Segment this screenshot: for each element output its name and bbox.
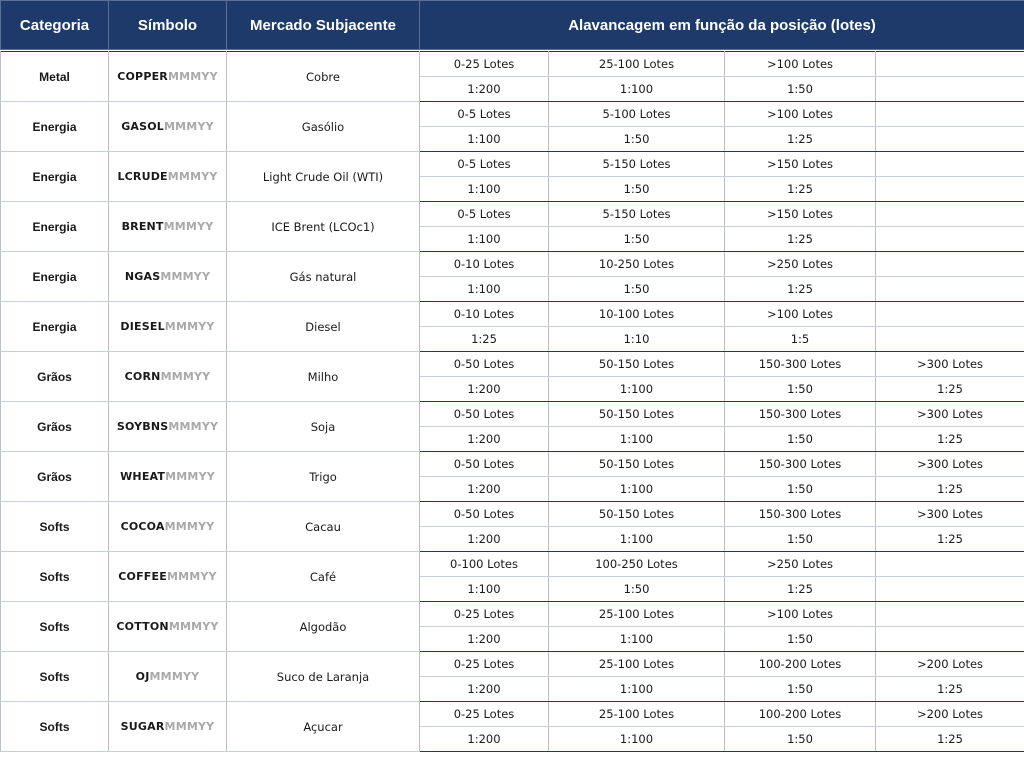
market-cell: Diesel — [227, 302, 420, 352]
symbol-suffix: MMMYY — [167, 70, 218, 83]
category-cell: Grãos — [1, 352, 109, 402]
symbol-cell — [109, 552, 227, 602]
symbol-suffix: MMMYY — [165, 470, 215, 483]
lot-range-cell — [876, 202, 1024, 227]
symbol-code: BRENT — [121, 220, 164, 233]
lot-range-cell: 0-50 Lotes — [420, 402, 549, 427]
header-row — [1, 1, 1024, 50]
leverage-cell: 1:25 — [725, 127, 876, 152]
symbol-suffix: MMMYY — [168, 420, 219, 433]
lot-range-cell: >300 Lotes — [876, 452, 1024, 477]
leverage-cell — [876, 227, 1024, 252]
table-row — [1, 152, 1024, 177]
leverage-cell — [876, 127, 1024, 152]
lot-range-cell — [876, 552, 1024, 577]
symbol-cell — [109, 252, 227, 302]
leverage-cell: 1:200 — [420, 477, 549, 502]
leverage-cell: 1:50 — [549, 227, 725, 252]
symbol-suffix: MMMYY — [149, 670, 200, 683]
lot-range-cell: >250 Lotes — [725, 252, 876, 277]
leverage-cell: 1:25 — [876, 527, 1024, 552]
market-cell: Cobre — [227, 52, 420, 102]
leverage-cell: 1:50 — [725, 427, 876, 452]
symbol-cell — [109, 302, 227, 352]
table-row — [1, 452, 1024, 477]
lot-range-cell: 0-25 Lotes — [420, 602, 549, 627]
lot-range-cell — [876, 302, 1024, 327]
leverage-cell: 1:200 — [420, 77, 549, 102]
leverage-cell: 1:100 — [420, 577, 549, 602]
category-cell: Softs — [1, 602, 109, 652]
leverage-cell: 1:100 — [549, 377, 725, 402]
category-cell: Metal — [1, 52, 109, 102]
leverage-cell: 1:25 — [876, 477, 1024, 502]
leverage-cell: 1:100 — [549, 477, 725, 502]
leverage-cell: 1:25 — [420, 327, 549, 352]
table-row — [1, 202, 1024, 227]
leverage-cell: 1:25 — [876, 377, 1024, 402]
leverage-cell: 1:100 — [420, 227, 549, 252]
symbol-code: COPPER — [117, 70, 168, 83]
lot-range-cell: 0-25 Lotes — [420, 52, 549, 77]
leverage-cell: 1:200 — [420, 677, 549, 702]
lot-range-cell: 10-250 Lotes — [549, 252, 725, 277]
leverage-cell: 1:50 — [725, 377, 876, 402]
symbol-code: GASOL — [121, 120, 165, 133]
lot-range-cell: 0-50 Lotes — [420, 452, 549, 477]
leverage-cell: 1:100 — [420, 177, 549, 202]
symbol-cell — [109, 702, 227, 752]
symbol-suffix: MMMYY — [163, 220, 214, 233]
symbol-code: OJ — [135, 670, 150, 683]
leverage-cell: 1:50 — [549, 127, 725, 152]
lot-range-cell: 150-300 Lotes — [725, 402, 876, 427]
symbol-code: SOYBNS — [116, 420, 169, 433]
leverage-cell: 1:200 — [420, 527, 549, 552]
lot-range-cell: 150-300 Lotes — [725, 452, 876, 477]
lot-range-cell: 50-150 Lotes — [549, 352, 725, 377]
category-cell: Energia — [1, 202, 109, 252]
market-cell: Algodão — [227, 602, 420, 652]
symbol-suffix: MMMYY — [164, 120, 214, 133]
leverage-cell: 1:200 — [420, 377, 549, 402]
lot-range-cell — [876, 252, 1024, 277]
lot-range-cell: 150-300 Lotes — [725, 502, 876, 527]
category-cell: Energia — [1, 152, 109, 202]
leverage-cell: 1:50 — [549, 577, 725, 602]
symbol-cell — [109, 102, 227, 152]
leverage-cell: 1:5 — [725, 327, 876, 352]
market-cell: Gás natural — [227, 252, 420, 302]
symbol-cell — [109, 352, 227, 402]
lot-range-cell: 0-10 Lotes — [420, 302, 549, 327]
symbol-cell — [109, 152, 227, 202]
lot-range-cell: 0-100 Lotes — [420, 552, 549, 577]
leverage-cell — [876, 177, 1024, 202]
lot-range-cell: 100-200 Lotes — [725, 702, 876, 727]
lot-range-cell: >150 Lotes — [725, 202, 876, 227]
leverage-cell: 1:100 — [549, 677, 725, 702]
symbol-cell — [109, 602, 227, 652]
lot-range-cell: >300 Lotes — [876, 352, 1024, 377]
category-cell: Grãos — [1, 402, 109, 452]
lot-range-cell: >300 Lotes — [876, 502, 1024, 527]
leverage-cell: 1:50 — [725, 77, 876, 102]
lot-range-cell: 100-250 Lotes — [549, 552, 725, 577]
category-cell: Energia — [1, 252, 109, 302]
market-cell: Milho — [227, 352, 420, 402]
symbol-code: CORN — [124, 370, 161, 383]
leverage-cell: 1:200 — [420, 627, 549, 652]
category-cell: Grãos — [1, 452, 109, 502]
category-cell: Energia — [1, 302, 109, 352]
lot-range-cell — [876, 602, 1024, 627]
leverage-cell: 1:50 — [549, 177, 725, 202]
lot-range-cell: 150-300 Lotes — [725, 352, 876, 377]
leverage-cell: 1:100 — [549, 427, 725, 452]
lot-range-cell: >300 Lotes — [876, 402, 1024, 427]
table-row — [1, 502, 1024, 527]
lot-range-cell: 0-50 Lotes — [420, 502, 549, 527]
market-cell: Soja — [227, 402, 420, 452]
table-row — [1, 252, 1024, 277]
lot-range-cell: 25-100 Lotes — [549, 602, 725, 627]
leverage-cell: 1:100 — [549, 627, 725, 652]
symbol-code: COCOA — [120, 520, 165, 533]
table-row — [1, 552, 1024, 577]
lot-range-cell: >100 Lotes — [725, 302, 876, 327]
symbol-cell — [109, 52, 227, 102]
lot-range-cell: 100-200 Lotes — [725, 652, 876, 677]
table-row — [1, 102, 1024, 127]
symbol-cell — [109, 652, 227, 702]
leverage-cell: 1:50 — [725, 727, 876, 752]
symbol-cell — [109, 202, 227, 252]
symbol-cell — [109, 502, 227, 552]
symbol-suffix: MMMYY — [167, 170, 218, 183]
lot-range-cell: 25-100 Lotes — [549, 702, 725, 727]
lot-range-cell: 50-150 Lotes — [549, 402, 725, 427]
leverage-cell: 1:100 — [549, 77, 725, 102]
lot-range-cell — [876, 52, 1024, 77]
leverage-cell: 1:50 — [549, 277, 725, 302]
leverage-cell: 1:100 — [420, 127, 549, 152]
lot-range-cell: 25-100 Lotes — [549, 652, 725, 677]
lot-range-cell: 25-100 Lotes — [549, 52, 725, 77]
table-body — [1, 52, 1024, 752]
category-cell: Softs — [1, 502, 109, 552]
leverage-cell: 1:50 — [725, 477, 876, 502]
leverage-cell: 1:25 — [725, 177, 876, 202]
table-row — [1, 402, 1024, 427]
symbol-suffix: MMMYY — [164, 720, 215, 733]
leverage-cell: 1:10 — [549, 327, 725, 352]
leverage-cell: 1:50 — [725, 527, 876, 552]
market-cell: ICE Brent (LCOc1) — [227, 202, 420, 252]
lot-range-cell: 5-150 Lotes — [549, 152, 725, 177]
leverage-cell — [876, 627, 1024, 652]
category-cell: Softs — [1, 652, 109, 702]
lot-range-cell: 0-25 Lotes — [420, 652, 549, 677]
leverage-cell: 1:200 — [420, 427, 549, 452]
leverage-cell: 1:25 — [876, 427, 1024, 452]
leverage-cell — [876, 577, 1024, 602]
lot-range-cell: 50-150 Lotes — [549, 452, 725, 477]
symbol-suffix: MMMYY — [160, 370, 211, 383]
lot-range-cell: 5-150 Lotes — [549, 202, 725, 227]
symbol-suffix: MMMYY — [160, 270, 211, 283]
symbol-code: NGAS — [124, 270, 161, 283]
symbol-cell — [109, 402, 227, 452]
leverage-cell — [876, 277, 1024, 302]
category-cell: Energia — [1, 102, 109, 152]
table-row — [1, 302, 1024, 327]
symbol-code: LCRUDE — [117, 170, 168, 183]
lot-range-cell — [876, 152, 1024, 177]
symbol-suffix: MMMYY — [164, 320, 215, 333]
market-cell: Açucar — [227, 702, 420, 752]
leverage-cell: 1:50 — [725, 677, 876, 702]
leverage-cell: 1:25 — [725, 227, 876, 252]
symbol-code: WHEAT — [120, 470, 166, 483]
lot-range-cell: 50-150 Lotes — [549, 502, 725, 527]
lot-range-cell: 0-10 Lotes — [420, 252, 549, 277]
lot-range-cell: 0-5 Lotes — [420, 202, 549, 227]
leverage-cell — [876, 327, 1024, 352]
table-row — [1, 652, 1024, 677]
market-cell: Gasólio — [227, 102, 420, 152]
header-market: Mercado Subjacente — [227, 1, 420, 50]
leverage-cell: 1:100 — [549, 527, 725, 552]
lot-range-cell: >200 Lotes — [876, 652, 1024, 677]
symbol-code: COTTON — [116, 620, 169, 633]
market-cell: Café — [227, 552, 420, 602]
header-symbol: Símbolo — [109, 1, 227, 50]
symbol-cell — [109, 452, 227, 502]
symbol-suffix: MMMYY — [168, 620, 219, 633]
market-cell: Suco de Laranja — [227, 652, 420, 702]
lot-range-cell: 0-5 Lotes — [420, 152, 549, 177]
lot-range-cell: 0-50 Lotes — [420, 352, 549, 377]
symbol-suffix: MMMYY — [166, 570, 217, 583]
table-row — [1, 602, 1024, 627]
market-cell: Trigo — [227, 452, 420, 502]
table-row — [1, 52, 1024, 77]
header-category: Categoria — [1, 1, 109, 50]
lot-range-cell: 10-100 Lotes — [549, 302, 725, 327]
header-leverage: Alavancagem em função da posição (lotes) — [420, 1, 1024, 50]
lot-range-cell: >150 Lotes — [725, 152, 876, 177]
symbol-code: COFFEE — [118, 570, 167, 583]
table-row — [1, 702, 1024, 727]
leverage-cell: 1:25 — [725, 577, 876, 602]
leverage-cell: 1:100 — [420, 277, 549, 302]
category-cell: Softs — [1, 552, 109, 602]
category-cell: Softs — [1, 702, 109, 752]
symbol-code: SUGAR — [120, 720, 165, 733]
leverage-cell: 1:25 — [876, 727, 1024, 752]
lot-range-cell: 0-5 Lotes — [420, 102, 549, 127]
leverage-cell: 1:50 — [725, 627, 876, 652]
leverage-cell: 1:25 — [725, 277, 876, 302]
lot-range-cell: >200 Lotes — [876, 702, 1024, 727]
leverage-cell: 1:25 — [876, 677, 1024, 702]
leverage-cell: 1:100 — [549, 727, 725, 752]
market-cell: Cacau — [227, 502, 420, 552]
leverage-cell: 1:200 — [420, 727, 549, 752]
lot-range-cell: 5-100 Lotes — [549, 102, 725, 127]
symbol-suffix: MMMYY — [164, 520, 215, 533]
leverage-cell — [876, 77, 1024, 102]
lot-range-cell: 0-25 Lotes — [420, 702, 549, 727]
symbol-code: DIESEL — [120, 320, 165, 333]
lot-range-cell: >100 Lotes — [725, 102, 876, 127]
lot-range-cell: >100 Lotes — [725, 602, 876, 627]
lot-range-cell — [876, 102, 1024, 127]
lot-range-cell: >100 Lotes — [725, 52, 876, 77]
lot-range-cell: >250 Lotes — [725, 552, 876, 577]
table-row — [1, 352, 1024, 377]
market-cell: Light Crude Oil (WTI) — [227, 152, 420, 202]
